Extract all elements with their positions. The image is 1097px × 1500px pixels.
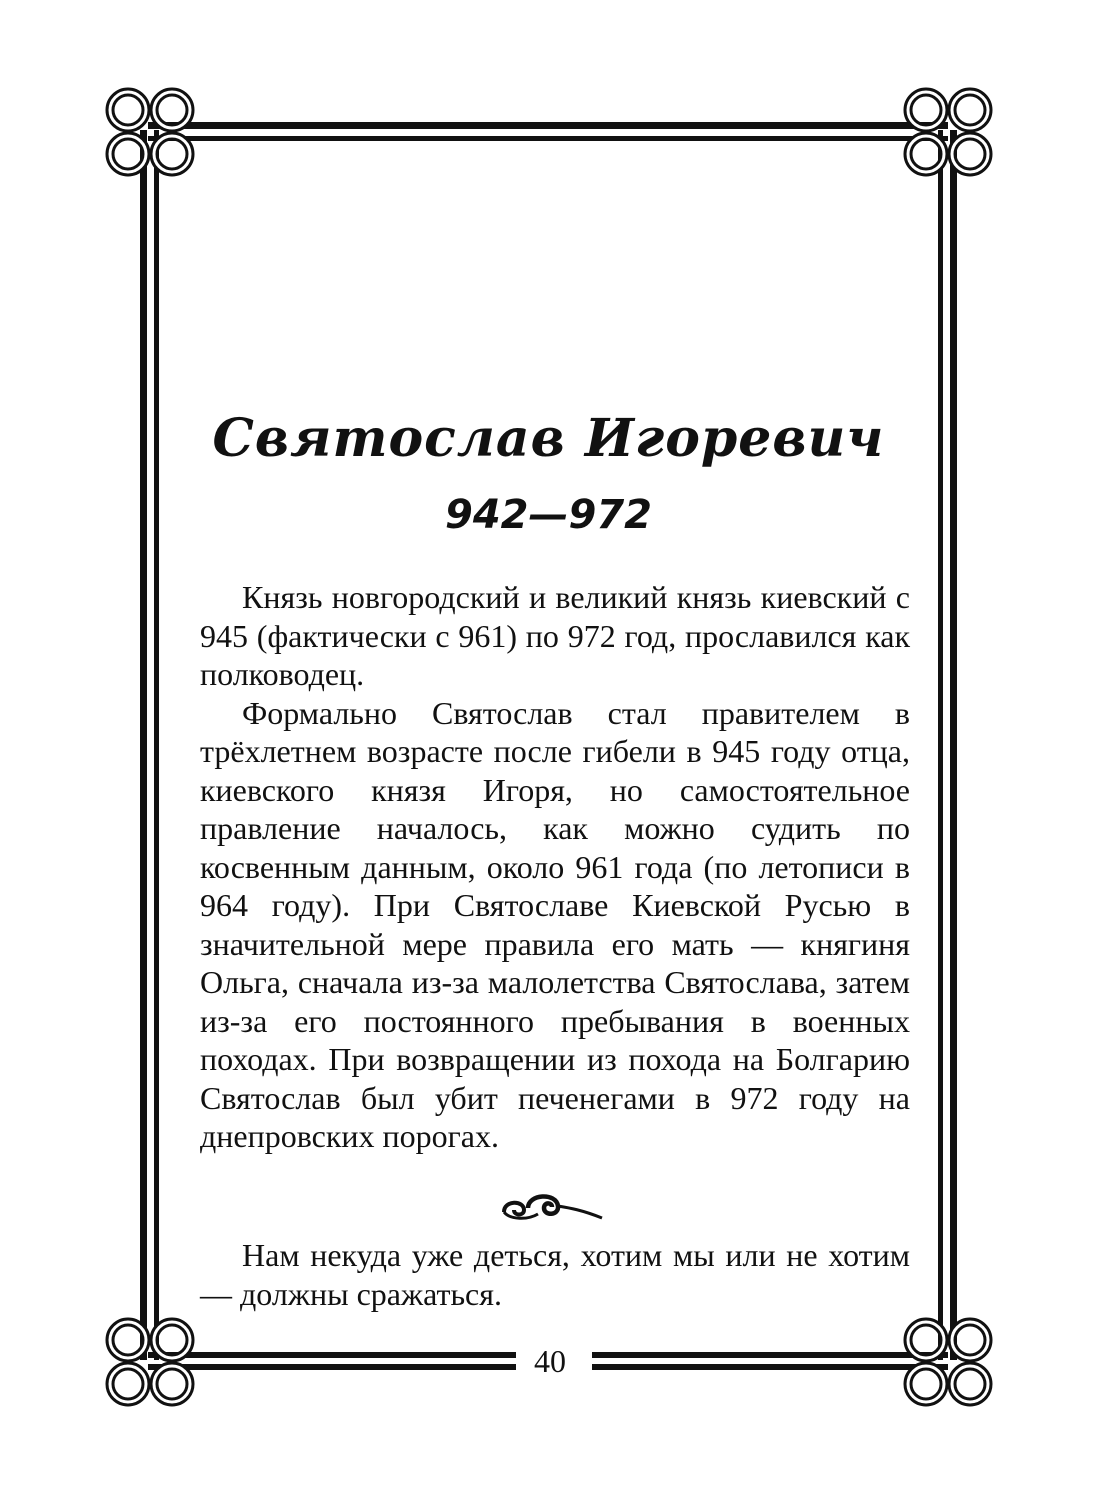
quote — [200, 1236, 910, 1313]
corner-knot-bottom-left-icon — [110, 1322, 190, 1402]
swirl-ornament-icon — [498, 1186, 608, 1226]
paragraph: Князь новгородский и великий князь киевский с 945 (фактически с 961) по 972 год, прославился как полководец. — [200, 579, 910, 692]
corner-knot-top-left-icon — [110, 92, 190, 172]
body-text — [200, 578, 910, 1156]
quote-text: Нам некуда уже деться, хотим мы или не хотим — должны сражаться. — [200, 1237, 910, 1312]
page-number: 40 — [520, 1341, 580, 1381]
corner-knot-top-right-icon — [908, 92, 988, 172]
corner-knot-bottom-right-icon — [908, 1322, 988, 1402]
paragraph: Формально Святослав стал правителем в трёхлетнем возрасте после гибели в 945 году отца, киевского князя Игоря, но самостоятельное правление началось, как можно судить по косвенным данным, около 961 года (по летописи в 964 году). При Святославе Киевской Русью в значительной мере правила его мать — княгиня Ольга, сначала из-за малолетства Святослава, затем из-за его постоянного пребывания в военных походах. При возвращении из похода на Болгарию Святослав был убит печенегами в 972 году на днепровских порогах. — [200, 694, 910, 1154]
page-title: Святослав Игоревич — [212, 408, 885, 469]
reign-years: 942—972 — [445, 492, 652, 538]
